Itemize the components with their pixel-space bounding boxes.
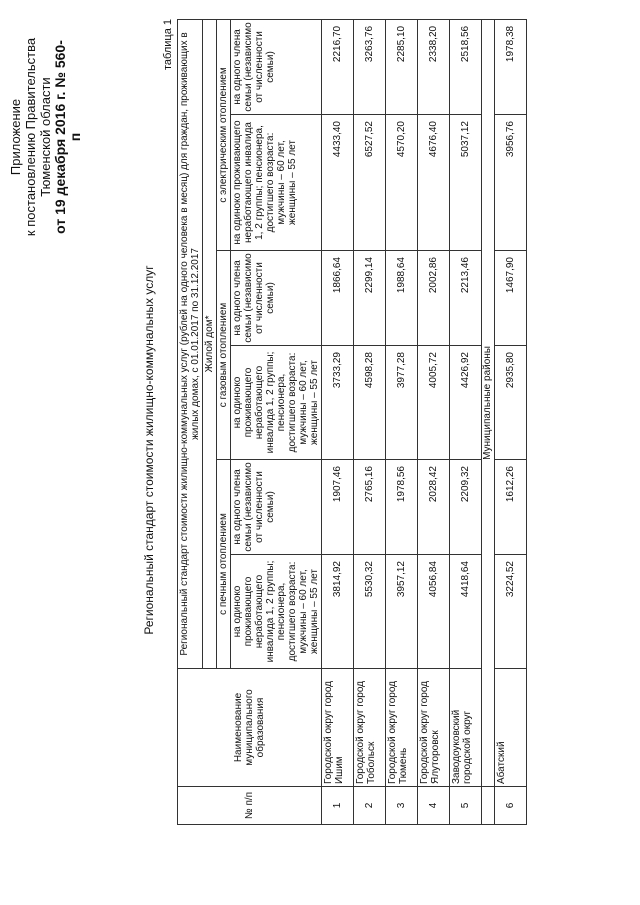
row-number: 6 [495,787,527,825]
heating-stove-header: с печным отоплением [217,460,231,669]
cost-value: 3224,52 [495,555,527,669]
cost-value: 3263,76 [354,19,386,114]
row-number: 5 [450,787,482,825]
row-number: 4 [418,787,450,825]
col-header-name: Наименование муниципального образования [178,669,322,787]
municipality-name: Абатский [495,669,527,787]
cost-value: 3957,12 [386,555,418,669]
col-header-number: № п/п [178,787,322,825]
row-number: 1 [322,787,354,825]
table-row [418,19,450,824]
cost-value: 6527,52 [354,115,386,251]
municipality-name: Заводоуковский городской округ [450,669,482,787]
sub-header-member: на одного члена семьи (независимо от численности семьи) [231,251,322,346]
cost-value: 3814,92 [322,555,354,669]
cost-value: 2765,16 [354,460,386,555]
appendix-header [8,37,83,237]
cost-value: 5530,32 [354,555,386,669]
cost-value: 4056,84 [418,555,450,669]
municipality-name: Городской округ город Тюмень [386,669,418,787]
cost-value: 2338,20 [418,19,450,114]
sub-header-single: на одиноко проживающего неработающего инвалида 1, 2 группы; пенсионера, достигшего возраста: мужчины – 60 лет, женщины – 55 лет [231,115,322,251]
cost-value: 2028,42 [418,460,450,555]
table-number: таблица 1 [162,19,174,70]
table-row [322,19,354,824]
appendix-region: Тюменской области [38,77,53,197]
cost-value: 2002,86 [418,251,450,346]
cost-value: 2518,56 [450,19,482,114]
table-row [354,19,386,824]
cost-value: 4005,72 [418,346,450,460]
heating-electric-header: с электрическим отоплением [217,19,231,250]
cost-value: 5037,12 [450,115,482,251]
main-header: Региональный стандарт стоимости жилищно-коммунальных услуг (рублей на одного человека в месяц) для граждан, проживающих в жилых домах, с 01.01.2017 по 31.12.2017 [178,19,203,668]
heating-gas-header: с газовым отоплением [217,251,231,460]
cost-value: 4570,20 [386,115,418,251]
document-subtitle: Региональный стандарт стоимости жилищно-коммунальных услуг [142,265,156,635]
municipality-name: Городской округ город Ялуторовск [418,669,450,787]
cost-value: 2299,14 [354,251,386,346]
cost-value: 2935,80 [495,346,527,460]
cost-value: 3956,76 [495,115,527,251]
cost-value: 4598,28 [354,346,386,460]
table-row [450,19,482,824]
cost-value: 1467,90 [495,251,527,346]
cost-value: 1612,26 [495,460,527,555]
sub-header-member: на одного члена семьи (независимо от численности семьи) [231,19,322,114]
cost-value: 1907,46 [322,460,354,555]
row-number: 2 [354,787,386,825]
cost-value: 1978,56 [386,460,418,555]
cost-value: 1978,38 [495,19,527,114]
appendix-title: Приложение [8,98,23,176]
sub-header-member: на одного члена семьи (независимо от численности семьи) [231,460,322,555]
appendix-decree: к постановлению Правительства [23,37,38,237]
cost-value: 4426,92 [450,346,482,460]
cost-value: 2285,10 [386,19,418,114]
section-label: Муниципальные районы [482,19,495,786]
cost-value: 2209,32 [450,460,482,555]
cost-value: 1988,64 [386,251,418,346]
house-type-header: Жилой дом* [203,19,217,668]
appendix-date: от 19 декабря 2016 г. № 560-п [52,40,83,234]
cost-value: 4418,64 [450,555,482,669]
row-number: 3 [386,787,418,825]
cost-value: 4433,40 [322,115,354,251]
table-row [386,19,418,824]
cost-value: 3977,28 [386,346,418,460]
cost-value: 4676,40 [418,115,450,251]
standards-table [177,19,527,825]
cost-value: 1866,64 [322,251,354,346]
cost-value: 3733,29 [322,346,354,460]
cost-value: 2213,46 [450,251,482,346]
table-row [495,19,527,824]
sub-header-single: на одиноко проживающего неработающего инвалида 1, 2 группы; пенсионера, достигшего возраста: мужчины – 60 лет, женщины – 55 лет [231,346,322,460]
sub-header-single: на одиноко проживающего неработающего инвалида 1, 2 группы; пенсионера, достигшего возраста: мужчины – 60 лет, женщины – 55 лет [231,555,322,669]
municipality-name: Городской округ город Тобольск [354,669,386,787]
cost-value: 2216,70 [322,19,354,114]
municipality-name: Городской округ город Ишим [322,669,354,787]
